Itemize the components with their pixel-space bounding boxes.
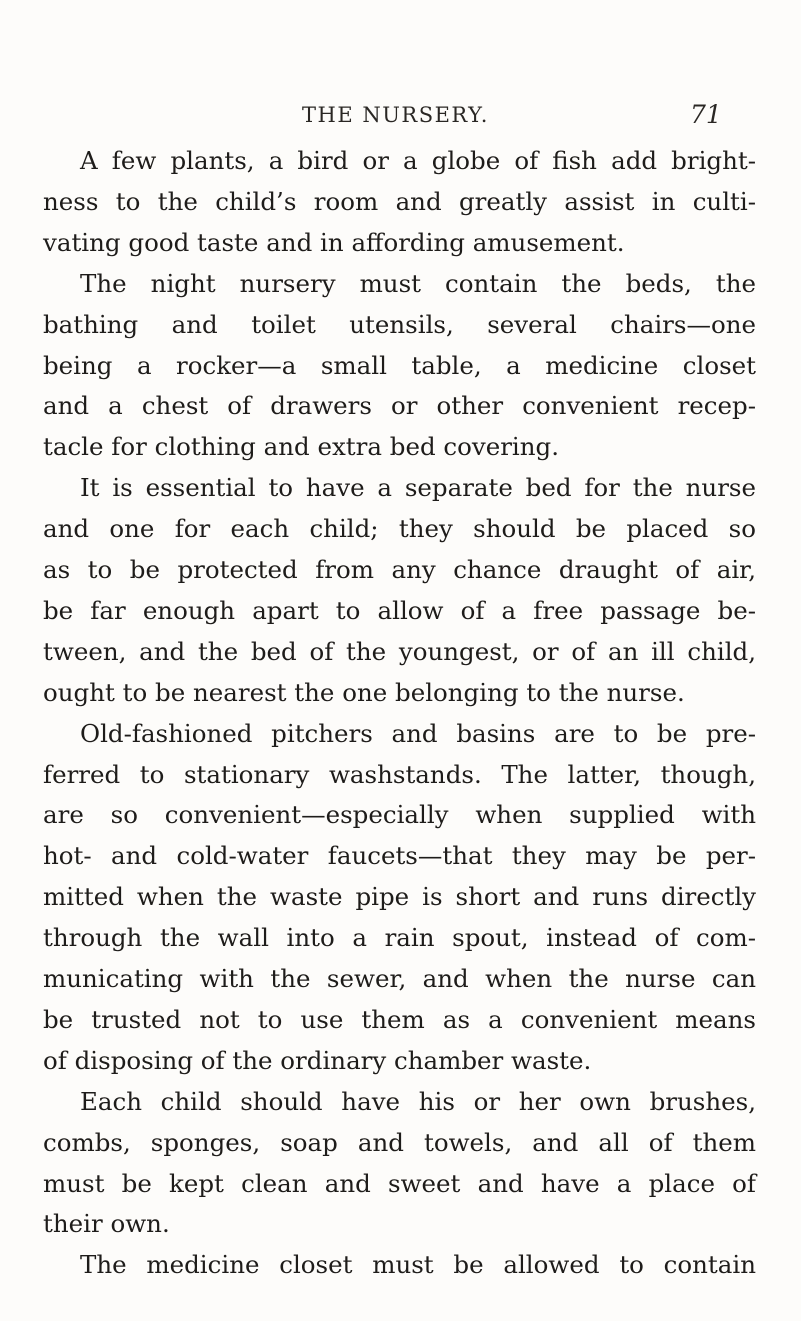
text-line: The medicine closet must be allowed to contain	[80, 1250, 756, 1280]
text-line: are so convenient—especially when supplied with	[43, 800, 756, 830]
text-line: Old-fashioned pitchers and basins are to be pre-	[80, 718, 756, 748]
text-line: ferred to stationary washstands. The latter, though,	[43, 759, 756, 789]
text-line: tacle for clothing and extra bed covering.	[43, 432, 560, 462]
text-line: must be kept clean and sweet and have a place of	[43, 1168, 756, 1198]
text-line: their own.	[43, 1209, 170, 1239]
text-line: mitted when the waste pipe is short and runs directly	[43, 882, 756, 912]
text-line: as to be protected from any chance draught of air,	[43, 555, 756, 584]
text-line: and a chest of drawers or other convenient recep-	[43, 391, 756, 421]
text-line: hot- and cold-water faucets—that they may be per-	[43, 841, 756, 871]
text-line: A few plants, a bird or a globe of fish add bright-	[80, 146, 756, 175]
text-line: ness to the child’s room and greatly assist in culti-	[43, 186, 756, 216]
text-line: municating with the sewer, and when the nurse can	[43, 964, 756, 993]
text-line: The night nursery must contain the beds, the	[80, 268, 756, 298]
text-line: bathing and toilet utensils, several chairs—one	[43, 309, 756, 339]
text-line: ought to be nearest the one belonging to the nurse.	[43, 677, 685, 707]
text-line: be far enough apart to allow of a free passage be-	[43, 595, 756, 625]
text-line: vating good taste and in affording amusement.	[43, 227, 625, 257]
text-line: being a rocker—a small table, a medicine closet	[43, 350, 756, 380]
text-line: combs, sponges, soap and towels, and all of them	[43, 1127, 756, 1157]
text-line: of disposing of the ordinary chamber waste.	[43, 1045, 592, 1075]
text-line: Each child should have his or her own brushes,	[80, 1086, 756, 1116]
page-number: 71	[690, 100, 722, 129]
text-line: It is essential to have a separate bed for the nurse	[80, 473, 756, 503]
running-head: THE NURSERY.	[302, 103, 489, 127]
text-line: be trusted not to use them as a convenient means	[43, 1004, 756, 1034]
text-line: through the wall into a rain spout, instead of com-	[43, 923, 756, 953]
text-line: tween, and the bed of the youngest, or of an ill child,	[43, 636, 756, 666]
text-line: and one for each child; they should be placed so	[43, 514, 756, 544]
